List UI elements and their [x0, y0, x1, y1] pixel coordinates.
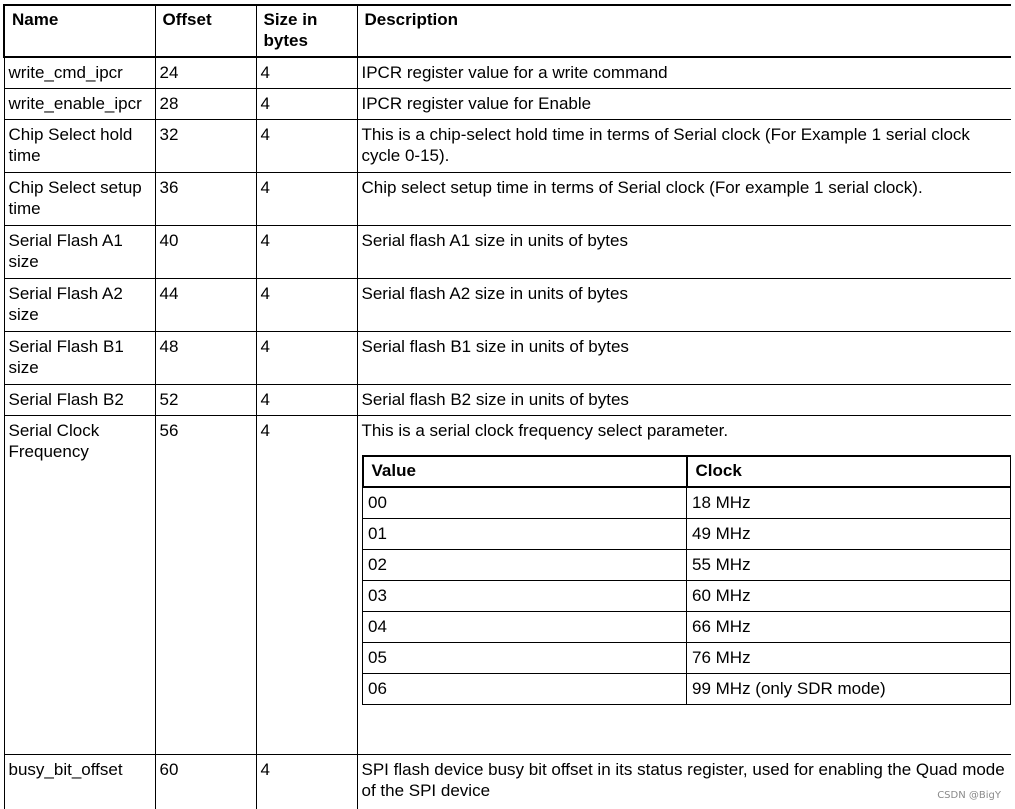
cell-description: IPCR register value for a write command	[357, 57, 1011, 88]
document-page	[3, 4, 1011, 809]
clock-cell-clock: 99 MHz (only SDR mode)	[687, 673, 1011, 704]
clock-table-row	[363, 580, 1011, 611]
table-row	[4, 172, 1011, 225]
cell-offset: 60	[155, 754, 256, 809]
clock-table-row	[363, 487, 1011, 519]
clock-select-table	[362, 455, 1012, 705]
cell-name: Chip Select setup time	[4, 172, 155, 225]
cell-size: 4	[256, 88, 357, 119]
cell-name: Chip Select hold time	[4, 119, 155, 172]
clock-table-row	[363, 549, 1011, 580]
clock-cell-clock: 55 MHz	[687, 549, 1011, 580]
clock-header-value: Value	[363, 456, 687, 487]
cell-name: Serial Flash A1 size	[4, 225, 155, 278]
clock-cell-clock: 18 MHz	[687, 487, 1011, 519]
clock-description-text: This is a serial clock frequency select parameter.	[361, 420, 729, 440]
cell-offset: 44	[155, 278, 256, 331]
watermark: CSDN @BigY	[937, 790, 1001, 801]
cell-description	[357, 415, 1011, 754]
clock-table-row	[363, 611, 1011, 642]
cell-offset: 56	[155, 415, 256, 754]
cell-name: Serial Flash B1 size	[4, 331, 155, 384]
clock-cell-clock: 66 MHz	[687, 611, 1011, 642]
clock-cell-value: 03	[363, 580, 687, 611]
clock-cell-value: 02	[363, 549, 687, 580]
clock-cell-clock: 76 MHz	[687, 642, 1011, 673]
cell-description: Serial flash B1 size in units of bytes	[357, 331, 1011, 384]
cell-size: 4	[256, 384, 357, 415]
table-header-row	[4, 5, 1011, 57]
cell-description: SPI flash device busy bit offset in its status register, used for enabling the Quad mode of the SPI device	[357, 754, 1011, 809]
clock-cell-value: 04	[363, 611, 687, 642]
clock-cell-value: 00	[363, 487, 687, 519]
table-row	[4, 88, 1011, 119]
clock-cell-value: 01	[363, 518, 687, 549]
cell-size: 4	[256, 331, 357, 384]
clock-cell-value: 06	[363, 673, 687, 704]
register-table	[3, 4, 1011, 809]
cell-description: Chip select setup time in terms of Serial clock (For example 1 serial clock).	[357, 172, 1011, 225]
clock-header-clock: Clock	[687, 456, 1011, 487]
table-row	[4, 278, 1011, 331]
cell-name: write_enable_ipcr	[4, 88, 155, 119]
clock-table-row	[363, 673, 1011, 704]
clock-cell-clock: 60 MHz	[687, 580, 1011, 611]
clock-cell-clock: 49 MHz	[687, 518, 1011, 549]
table-row	[4, 754, 1011, 809]
clock-table-row	[363, 642, 1011, 673]
cell-name: Serial Clock Frequency	[4, 415, 155, 754]
cell-offset: 32	[155, 119, 256, 172]
cell-description: This is a chip-select hold time in terms of Serial clock (For Example 1 serial clock cycle 0-15).	[357, 119, 1011, 172]
cell-size: 4	[256, 172, 357, 225]
table-row	[4, 119, 1011, 172]
cell-size: 4	[256, 278, 357, 331]
table-row	[4, 331, 1011, 384]
header-offset: Offset	[155, 5, 256, 57]
cell-size: 4	[256, 225, 357, 278]
clock-table-row	[363, 518, 1011, 549]
cell-offset: 28	[155, 88, 256, 119]
cell-name: busy_bit_offset	[4, 754, 155, 809]
table-row	[4, 415, 1011, 754]
cell-size: 4	[256, 57, 357, 88]
clock-table-wrap	[362, 455, 1008, 705]
header-size	[256, 5, 357, 57]
clock-cell-value: 05	[363, 642, 687, 673]
cell-size: 4	[256, 415, 357, 754]
table-row	[4, 384, 1011, 415]
cell-offset: 48	[155, 331, 256, 384]
cell-size: 4	[256, 754, 357, 809]
cell-offset: 52	[155, 384, 256, 415]
header-name: Name	[4, 5, 155, 57]
cell-description: Serial flash B2 size in units of bytes	[357, 384, 1011, 415]
cell-size: 4	[256, 119, 357, 172]
table-row	[4, 225, 1011, 278]
cell-description: Serial flash A2 size in units of bytes	[357, 278, 1011, 331]
cell-offset: 36	[155, 172, 256, 225]
cell-description: Serial flash A1 size in units of bytes	[357, 225, 1011, 278]
header-size-line1: Size in	[263, 10, 318, 29]
cell-name: Serial Flash A2 size	[4, 278, 155, 331]
cell-name: write_cmd_ipcr	[4, 57, 155, 88]
cell-offset: 24	[155, 57, 256, 88]
header-size-line2: bytes	[263, 31, 308, 50]
table-row	[4, 57, 1011, 88]
cell-description: IPCR register value for Enable	[357, 88, 1011, 119]
clock-table-header-row	[363, 456, 1011, 487]
cell-name: Serial Flash B2	[4, 384, 155, 415]
cell-offset: 40	[155, 225, 256, 278]
header-description: Description	[357, 5, 1011, 57]
